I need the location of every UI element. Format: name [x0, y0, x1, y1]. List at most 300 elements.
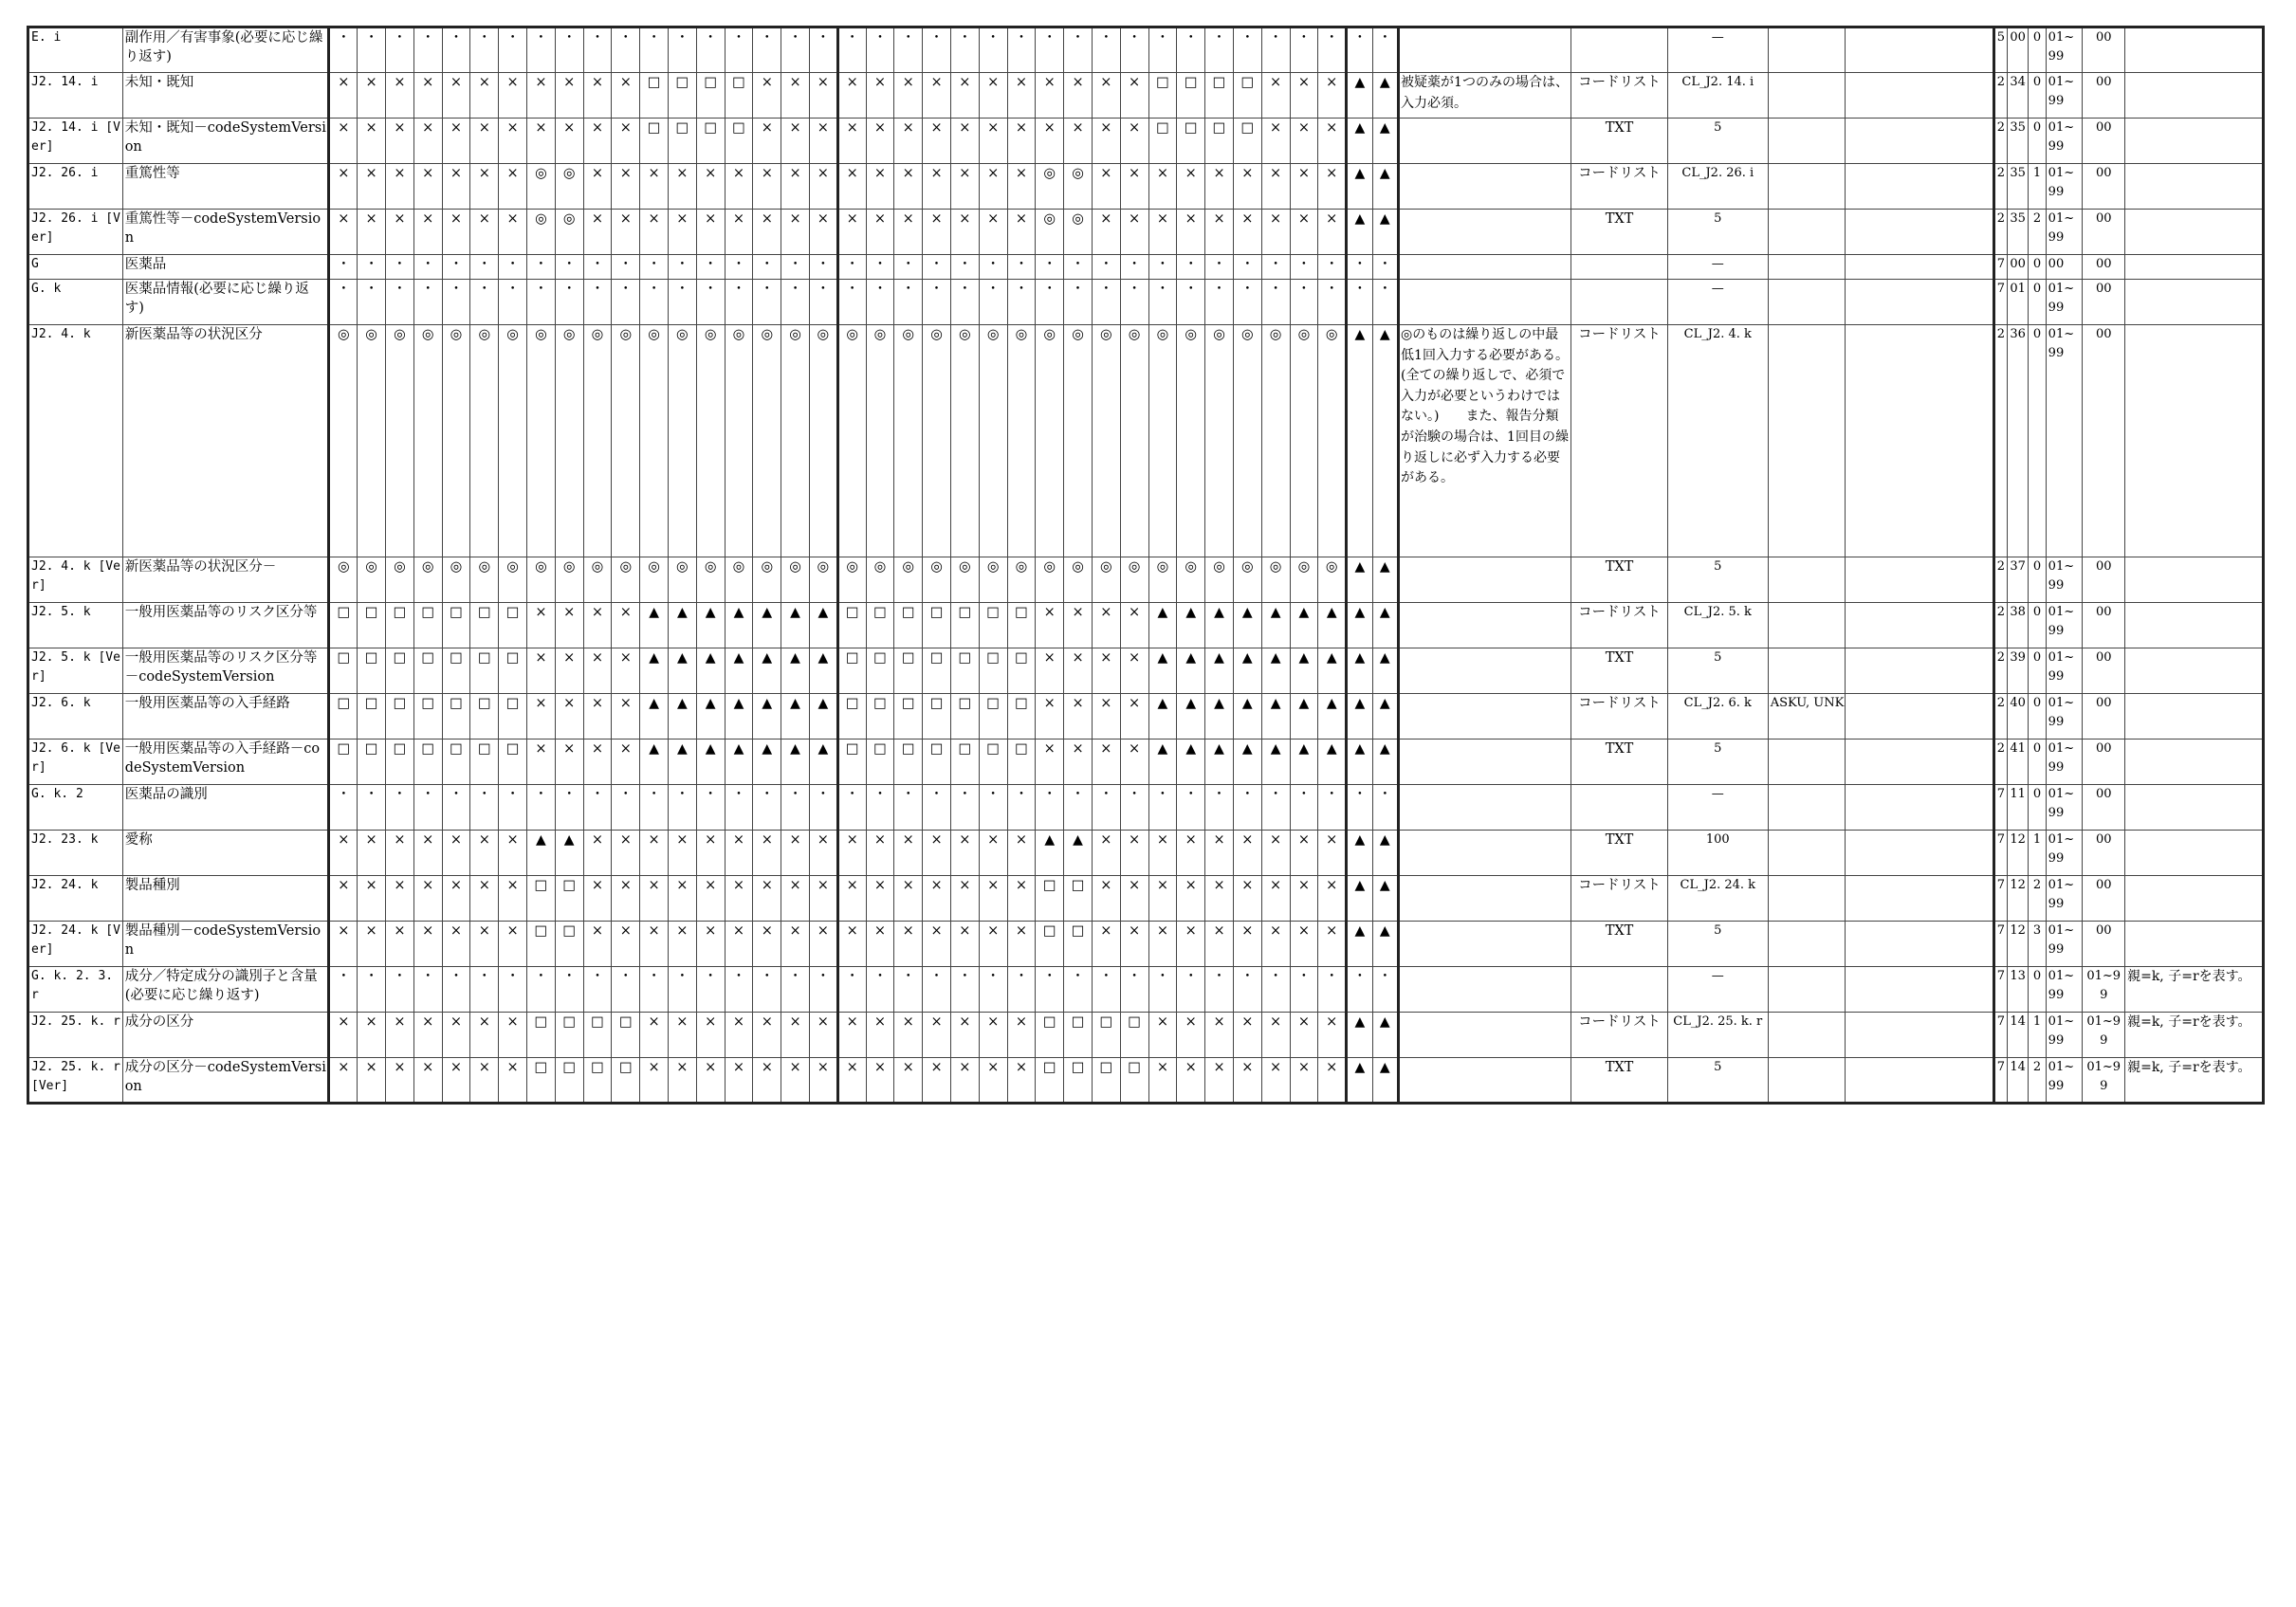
cross-mark: ×: [1092, 740, 1120, 785]
blank-cell: [1846, 119, 1994, 164]
cross-mark: ×: [1120, 603, 1148, 648]
square-mark: □: [358, 603, 386, 648]
cross-mark: ×: [527, 648, 556, 694]
null-flavor-cell: [1768, 73, 1845, 119]
blank-cell: [1846, 648, 1994, 694]
square-mark: □: [386, 648, 414, 694]
item-id: J2. 23. k: [28, 831, 123, 876]
remark-cell: [2125, 119, 2264, 164]
triangle-mark: ▲: [1205, 694, 1234, 740]
dot-mark: ・: [1261, 785, 1290, 831]
cross-mark: ×: [470, 1013, 499, 1058]
seq-cell: 38: [2007, 603, 2028, 648]
cross-mark: ×: [837, 1013, 866, 1058]
item-name: 新医薬品等の状況区分: [122, 325, 329, 557]
item-id: J2. 24. k [Ver]: [28, 922, 123, 967]
dot-mark: ・: [894, 27, 923, 73]
triangle-mark: ▲: [753, 648, 781, 694]
cross-mark: ×: [668, 1013, 696, 1058]
dot-mark: ・: [386, 785, 414, 831]
square-mark: □: [527, 1058, 556, 1104]
cross-mark: ×: [499, 164, 527, 210]
cross-mark: ×: [583, 876, 612, 922]
dot-mark: ・: [583, 27, 612, 73]
square-mark: □: [386, 694, 414, 740]
dot-mark: ・: [1318, 785, 1347, 831]
cross-mark: ×: [640, 876, 669, 922]
dot-mark: ・: [640, 280, 669, 325]
dot-mark: ・: [1205, 967, 1234, 1013]
dot-mark: ・: [555, 785, 583, 831]
square-mark: □: [1007, 694, 1036, 740]
cross-mark: ×: [1007, 831, 1036, 876]
cross-mark: ×: [1261, 922, 1290, 967]
repeat-cell: 01~99: [2046, 876, 2083, 922]
dot-mark: ・: [1148, 255, 1177, 280]
dot-mark: ・: [612, 967, 640, 1013]
double-circle-mark: ◎: [696, 325, 725, 557]
triangle-mark: ▲: [1372, 876, 1398, 922]
dot-mark: ・: [979, 255, 1007, 280]
cross-mark: ×: [470, 73, 499, 119]
seq-cell: 12: [2007, 831, 2028, 876]
dot-mark: ・: [1064, 967, 1093, 1013]
triangle-mark: ▲: [696, 740, 725, 785]
data-type-cell: TXT: [1571, 922, 1668, 967]
triangle-mark: ▲: [555, 831, 583, 876]
cross-mark: ×: [1318, 164, 1347, 210]
dot-mark: ・: [470, 785, 499, 831]
dot-mark: ・: [1036, 255, 1064, 280]
dot-mark: ・: [725, 280, 753, 325]
triangle-mark: ▲: [1347, 740, 1372, 785]
remark-cell: [2125, 603, 2264, 648]
cross-mark: ×: [696, 1013, 725, 1058]
dot-mark: ・: [894, 967, 923, 1013]
cross-mark: ×: [1092, 694, 1120, 740]
dot-mark: ・: [640, 255, 669, 280]
data-type-cell: コードリスト: [1571, 694, 1668, 740]
sub-seq-cell: 0: [2029, 280, 2046, 325]
dot-mark: ・: [555, 280, 583, 325]
dot-mark: ・: [1007, 785, 1036, 831]
triangle-mark: ▲: [1372, 325, 1398, 557]
double-circle-mark: ◎: [555, 164, 583, 210]
cross-mark: ×: [923, 73, 951, 119]
note-cell: [1399, 740, 1571, 785]
item-name: 製品種別－codeSystemVersion: [122, 922, 329, 967]
cross-mark: ×: [923, 119, 951, 164]
dot-mark: ・: [668, 27, 696, 73]
dot-mark: ・: [696, 280, 725, 325]
double-circle-mark: ◎: [1007, 557, 1036, 603]
dot-mark: ・: [979, 967, 1007, 1013]
cross-mark: ×: [1177, 1013, 1205, 1058]
double-circle-mark: ◎: [781, 557, 810, 603]
table-row: [28, 831, 2264, 876]
item-name: 成分の区分－codeSystemVersion: [122, 1058, 329, 1104]
format-cell: —: [1667, 27, 1768, 73]
square-mark: □: [1036, 922, 1064, 967]
dot-mark: ・: [527, 255, 556, 280]
square-mark: □: [923, 740, 951, 785]
cross-mark: ×: [668, 210, 696, 255]
cross-mark: ×: [358, 210, 386, 255]
remark-cell: [2125, 876, 2264, 922]
triangle-mark: ▲: [1347, 557, 1372, 603]
remark-cell: [2125, 694, 2264, 740]
sub-seq-cell: 0: [2029, 255, 2046, 280]
blank-cell: [1846, 785, 1994, 831]
cross-mark: ×: [1120, 119, 1148, 164]
cross-mark: ×: [1205, 922, 1234, 967]
data-type-cell: コードリスト: [1571, 325, 1668, 557]
cross-mark: ×: [1290, 119, 1318, 164]
square-mark: □: [470, 603, 499, 648]
cross-mark: ×: [612, 648, 640, 694]
table-row: [28, 876, 2264, 922]
cross-mark: ×: [470, 922, 499, 967]
dot-mark: ・: [809, 785, 837, 831]
double-circle-mark: ◎: [950, 325, 979, 557]
dot-mark: ・: [1092, 967, 1120, 1013]
blank-cell: [1846, 831, 1994, 876]
cross-mark: ×: [923, 210, 951, 255]
cross-mark: ×: [837, 210, 866, 255]
cross-mark: ×: [1290, 210, 1318, 255]
square-mark: □: [1007, 740, 1036, 785]
square-mark: □: [725, 119, 753, 164]
note-cell: [1399, 603, 1571, 648]
dot-mark: ・: [1347, 255, 1372, 280]
triangle-mark: ▲: [1177, 740, 1205, 785]
cross-mark: ×: [923, 922, 951, 967]
dot-mark: ・: [753, 27, 781, 73]
cross-mark: ×: [1007, 1013, 1036, 1058]
cross-mark: ×: [499, 210, 527, 255]
repeat-cell: 01~99: [2046, 164, 2083, 210]
dot-mark: ・: [866, 785, 894, 831]
repeat-cell: 00: [2046, 255, 2083, 280]
square-mark: □: [725, 73, 753, 119]
null-flavor-cell: [1768, 1013, 1845, 1058]
dot-mark: ・: [1036, 27, 1064, 73]
dot-mark: ・: [950, 280, 979, 325]
repeat-cell: 01~99: [2046, 922, 2083, 967]
cross-mark: ×: [640, 164, 669, 210]
triangle-mark: ▲: [1318, 603, 1347, 648]
cross-mark: ×: [555, 694, 583, 740]
child-repeat-cell: 01~99: [2083, 967, 2125, 1013]
data-type-cell: [1571, 967, 1668, 1013]
triangle-mark: ▲: [668, 694, 696, 740]
sub-seq-cell: 1: [2029, 1013, 2046, 1058]
dot-mark: ・: [1347, 785, 1372, 831]
square-mark: □: [923, 603, 951, 648]
dot-mark: ・: [527, 280, 556, 325]
dot-mark: ・: [923, 255, 951, 280]
cross-mark: ×: [1036, 740, 1064, 785]
double-circle-mark: ◎: [1036, 325, 1064, 557]
square-mark: □: [696, 73, 725, 119]
cross-mark: ×: [753, 1013, 781, 1058]
triangle-mark: ▲: [1148, 740, 1177, 785]
cross-mark: ×: [979, 73, 1007, 119]
cross-mark: ×: [894, 876, 923, 922]
triangle-mark: ▲: [696, 648, 725, 694]
cross-mark: ×: [781, 876, 810, 922]
dot-mark: ・: [470, 255, 499, 280]
double-circle-mark: ◎: [413, 557, 442, 603]
cross-mark: ×: [894, 922, 923, 967]
cross-mark: ×: [1261, 831, 1290, 876]
double-circle-mark: ◎: [1233, 325, 1261, 557]
triangle-mark: ▲: [1347, 1013, 1372, 1058]
cross-mark: ×: [1120, 740, 1148, 785]
sub-seq-cell: 0: [2029, 740, 2046, 785]
cross-mark: ×: [329, 73, 358, 119]
cross-mark: ×: [979, 1013, 1007, 1058]
dot-mark: ・: [696, 785, 725, 831]
triangle-mark: ▲: [1372, 210, 1398, 255]
square-mark: □: [329, 740, 358, 785]
dot-mark: ・: [950, 785, 979, 831]
double-circle-mark: ◎: [555, 325, 583, 557]
cross-mark: ×: [979, 210, 1007, 255]
dot-mark: ・: [1347, 967, 1372, 1013]
item-id: J2. 26. i [Ver]: [28, 210, 123, 255]
cross-mark: ×: [923, 831, 951, 876]
cross-mark: ×: [1092, 73, 1120, 119]
cross-mark: ×: [837, 831, 866, 876]
repeat-cell: 01~99: [2046, 1058, 2083, 1104]
table-row: [28, 27, 2264, 73]
cross-mark: ×: [612, 73, 640, 119]
dot-mark: ・: [696, 255, 725, 280]
dot-mark: ・: [1205, 255, 1234, 280]
triangle-mark: ▲: [781, 694, 810, 740]
double-circle-mark: ◎: [1036, 557, 1064, 603]
square-mark: □: [1007, 648, 1036, 694]
triangle-mark: ▲: [640, 740, 669, 785]
seq-cell: 12: [2007, 876, 2028, 922]
dot-mark: ・: [1120, 27, 1148, 73]
square-mark: □: [866, 648, 894, 694]
square-mark: □: [527, 1013, 556, 1058]
cross-mark: ×: [809, 210, 837, 255]
square-mark: □: [386, 603, 414, 648]
double-circle-mark: ◎: [1064, 164, 1093, 210]
cross-mark: ×: [499, 922, 527, 967]
cross-mark: ×: [809, 164, 837, 210]
cross-mark: ×: [1064, 603, 1093, 648]
dot-mark: ・: [1233, 255, 1261, 280]
cross-mark: ×: [781, 922, 810, 967]
sub-seq-cell: 0: [2029, 119, 2046, 164]
null-flavor-cell: [1768, 648, 1845, 694]
double-circle-mark: ◎: [809, 325, 837, 557]
triangle-mark: ▲: [1372, 73, 1398, 119]
null-flavor-cell: [1768, 922, 1845, 967]
cross-mark: ×: [1064, 740, 1093, 785]
cross-mark: ×: [866, 164, 894, 210]
item-name: 一般用医薬品等のリスク区分等－codeSystemVersion: [122, 648, 329, 694]
blank-cell: [1846, 740, 1994, 785]
cross-mark: ×: [1177, 210, 1205, 255]
dot-mark: ・: [837, 785, 866, 831]
sub-seq-cell: 0: [2029, 785, 2046, 831]
cross-mark: ×: [866, 1058, 894, 1104]
cross-mark: ×: [583, 694, 612, 740]
cross-mark: ×: [837, 119, 866, 164]
cross-mark: ×: [809, 922, 837, 967]
repeat-cell: 01~99: [2046, 73, 2083, 119]
level-cell: 7: [1993, 1058, 2007, 1104]
cross-mark: ×: [1092, 603, 1120, 648]
format-cell: CL_J2. 24. k: [1667, 876, 1768, 922]
dot-mark: ・: [640, 27, 669, 73]
double-circle-mark: ◎: [1261, 325, 1290, 557]
double-circle-mark: ◎: [1148, 557, 1177, 603]
child-repeat-cell: 00: [2083, 603, 2125, 648]
null-flavor-cell: [1768, 325, 1845, 557]
cross-mark: ×: [866, 119, 894, 164]
square-mark: □: [979, 694, 1007, 740]
square-mark: □: [358, 740, 386, 785]
double-circle-mark: ◎: [1318, 557, 1347, 603]
cross-mark: ×: [894, 1013, 923, 1058]
null-flavor-cell: [1768, 210, 1845, 255]
cross-mark: ×: [979, 1058, 1007, 1104]
square-mark: □: [1177, 73, 1205, 119]
double-circle-mark: ◎: [358, 557, 386, 603]
format-cell: 5: [1667, 922, 1768, 967]
square-mark: □: [1064, 876, 1093, 922]
child-repeat-cell: 00: [2083, 27, 2125, 73]
blank-cell: [1846, 325, 1994, 557]
square-mark: □: [1177, 119, 1205, 164]
cross-mark: ×: [1007, 210, 1036, 255]
dot-mark: ・: [725, 27, 753, 73]
dot-mark: ・: [1372, 785, 1398, 831]
cross-mark: ×: [527, 119, 556, 164]
cross-mark: ×: [470, 164, 499, 210]
dot-mark: ・: [1372, 967, 1398, 1013]
dot-mark: ・: [329, 785, 358, 831]
double-circle-mark: ◎: [527, 210, 556, 255]
cross-mark: ×: [470, 876, 499, 922]
sub-seq-cell: 0: [2029, 694, 2046, 740]
dot-mark: ・: [555, 967, 583, 1013]
cross-mark: ×: [612, 740, 640, 785]
dot-mark: ・: [1092, 785, 1120, 831]
square-mark: □: [470, 740, 499, 785]
null-flavor-cell: [1768, 967, 1845, 1013]
cross-mark: ×: [442, 876, 470, 922]
dot-mark: ・: [725, 785, 753, 831]
cross-mark: ×: [358, 164, 386, 210]
cross-mark: ×: [1120, 876, 1148, 922]
cross-mark: ×: [413, 164, 442, 210]
cross-mark: ×: [950, 210, 979, 255]
child-repeat-cell: 00: [2083, 280, 2125, 325]
double-circle-mark: ◎: [923, 325, 951, 557]
table-row: [28, 210, 2264, 255]
cross-mark: ×: [1092, 210, 1120, 255]
square-mark: □: [499, 740, 527, 785]
cross-mark: ×: [696, 876, 725, 922]
item-name: 重篤性等: [122, 164, 329, 210]
sub-seq-cell: 0: [2029, 967, 2046, 1013]
triangle-mark: ▲: [640, 648, 669, 694]
dot-mark: ・: [950, 255, 979, 280]
cross-mark: ×: [1290, 922, 1318, 967]
double-circle-mark: ◎: [923, 557, 951, 603]
cross-mark: ×: [725, 922, 753, 967]
triangle-mark: ▲: [1347, 603, 1372, 648]
double-circle-mark: ◎: [1007, 325, 1036, 557]
cross-mark: ×: [442, 831, 470, 876]
child-repeat-cell: 00: [2083, 119, 2125, 164]
triangle-mark: ▲: [1372, 648, 1398, 694]
cross-mark: ×: [1205, 164, 1234, 210]
cross-mark: ×: [894, 210, 923, 255]
dot-mark: ・: [442, 280, 470, 325]
cross-mark: ×: [1318, 922, 1347, 967]
cross-mark: ×: [413, 1058, 442, 1104]
cross-mark: ×: [1261, 164, 1290, 210]
triangle-mark: ▲: [1177, 603, 1205, 648]
dot-mark: ・: [753, 280, 781, 325]
dot-mark: ・: [413, 967, 442, 1013]
cross-mark: ×: [1233, 1013, 1261, 1058]
cross-mark: ×: [1148, 831, 1177, 876]
blank-cell: [1846, 255, 1994, 280]
cross-mark: ×: [1318, 876, 1347, 922]
triangle-mark: ▲: [1347, 73, 1372, 119]
dot-mark: ・: [809, 255, 837, 280]
seq-cell: 36: [2007, 325, 2028, 557]
blank-cell: [1846, 280, 1994, 325]
cross-mark: ×: [1261, 1013, 1290, 1058]
dot-mark: ・: [555, 27, 583, 73]
double-circle-mark: ◎: [1318, 325, 1347, 557]
triangle-mark: ▲: [725, 740, 753, 785]
dot-mark: ・: [413, 280, 442, 325]
seq-cell: 00: [2007, 27, 2028, 73]
double-circle-mark: ◎: [527, 164, 556, 210]
triangle-mark: ▲: [1290, 648, 1318, 694]
dot-mark: ・: [527, 967, 556, 1013]
repeat-cell: 01~99: [2046, 694, 2083, 740]
double-circle-mark: ◎: [358, 325, 386, 557]
double-circle-mark: ◎: [979, 325, 1007, 557]
dot-mark: ・: [1372, 255, 1398, 280]
dot-mark: ・: [470, 27, 499, 73]
cross-mark: ×: [1007, 876, 1036, 922]
double-circle-mark: ◎: [612, 325, 640, 557]
cross-mark: ×: [358, 119, 386, 164]
square-mark: □: [1036, 876, 1064, 922]
cross-mark: ×: [1007, 164, 1036, 210]
table-row: [28, 325, 2264, 557]
cross-mark: ×: [329, 1058, 358, 1104]
table-row: [28, 119, 2264, 164]
cross-mark: ×: [696, 164, 725, 210]
dot-mark: ・: [1177, 280, 1205, 325]
cross-mark: ×: [583, 740, 612, 785]
double-circle-mark: ◎: [837, 325, 866, 557]
